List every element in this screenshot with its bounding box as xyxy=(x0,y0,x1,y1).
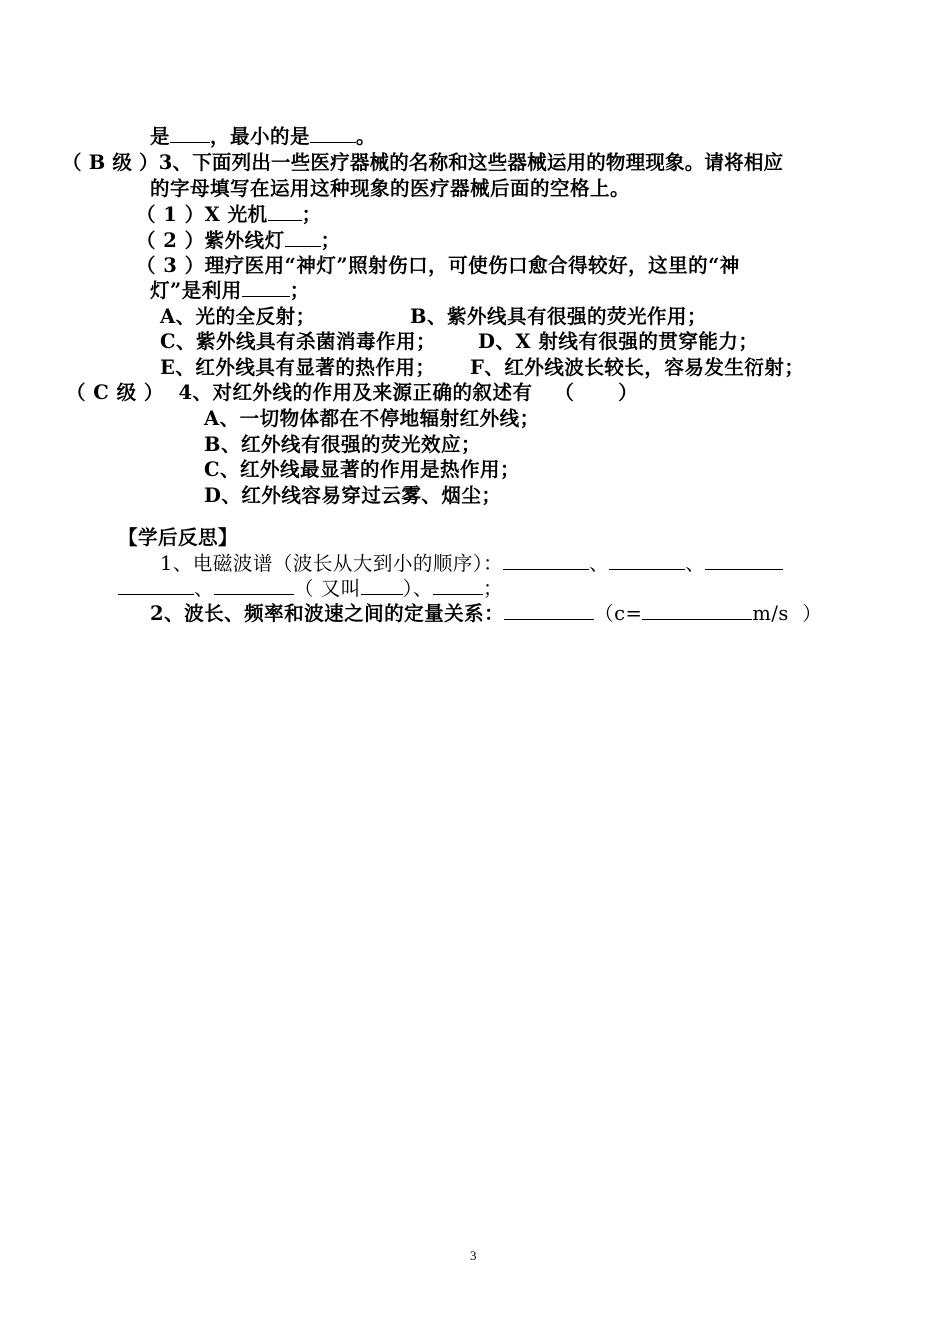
option-text: B、紫外线具有很强的荧光作用； xyxy=(410,305,707,328)
level-tag: （ C 级 ） xyxy=(66,381,164,404)
answer-paren[interactable]: （ ） xyxy=(554,381,639,404)
option-text: D、X 射线有很强的贯穿能力； xyxy=(478,330,759,353)
blank[interactable] xyxy=(361,576,403,595)
item-label: 灯”是利用 xyxy=(150,279,242,302)
item-text: （ 又叫 xyxy=(294,577,361,600)
blank[interactable] xyxy=(504,601,594,620)
option-text: E、红外线具有显著的热作用； xyxy=(160,356,436,379)
question-4-option-b xyxy=(204,432,481,458)
option-text: A、一切物体都在不停地辐射红外线； xyxy=(204,407,540,430)
text: 。 xyxy=(356,125,377,148)
question-4-option-a xyxy=(204,406,540,432)
option-c xyxy=(160,329,436,355)
reflection-item-1-cont xyxy=(118,576,503,602)
option-text: D、红外线容易穿过云雾、烟尘； xyxy=(204,484,502,507)
punct: 、 xyxy=(194,577,215,600)
blank[interactable] xyxy=(705,551,783,570)
unit-text: m/s ） xyxy=(752,602,823,625)
blank[interactable] xyxy=(170,124,210,143)
question-text: 的字母填写在运用这种现象的医疗器械后面的空格上。 xyxy=(150,177,631,200)
option-d xyxy=(478,329,758,355)
blank[interactable] xyxy=(118,576,194,595)
punct: ； xyxy=(320,229,341,252)
item-text: 1、电磁波谱（波长从大到小的顺序）： xyxy=(160,552,504,575)
option-a xyxy=(160,304,316,330)
question-3 xyxy=(62,150,783,176)
option-text: C、紫外线具有杀菌消毒作用； xyxy=(160,330,437,353)
punct: ； xyxy=(289,279,310,302)
item-label: （ 2 ）紫外线灯 xyxy=(136,229,285,252)
blank[interactable] xyxy=(609,551,685,570)
question-3-cont xyxy=(150,176,630,202)
punct: ； xyxy=(301,203,322,226)
punct: ； xyxy=(482,577,503,600)
blank[interactable] xyxy=(642,601,752,620)
question-text: 3、下面列出一些医疗器械的名称和这些器械运用的物理现象。请将相应 xyxy=(158,151,784,174)
item-text: （c= xyxy=(594,602,643,625)
line-1 xyxy=(150,124,376,150)
blank[interactable] xyxy=(242,278,290,297)
heading-text: 【学后反思】 xyxy=(118,526,239,549)
option-text: F、红外线波长较长，容易发生衍射； xyxy=(470,356,805,379)
question-4-option-d xyxy=(204,483,501,509)
question-4 xyxy=(66,380,638,406)
option-b xyxy=(410,304,707,330)
blank[interactable] xyxy=(433,576,483,595)
option-e xyxy=(160,355,435,381)
option-text: A、光的全反射； xyxy=(160,305,316,328)
punct: 、 xyxy=(685,552,706,575)
question-3-item-3-cont xyxy=(150,278,310,304)
option-text: C、红外线最显著的作用是热作用； xyxy=(204,458,521,481)
question-3-item-2 xyxy=(136,228,341,254)
item-text: ）、 xyxy=(402,577,433,600)
page-number: 3 xyxy=(470,1248,477,1263)
blank[interactable] xyxy=(503,551,589,570)
item-text: 2、波长、频率和波速之间的定量关系： xyxy=(150,602,505,625)
text: ，最小的是 xyxy=(210,125,311,148)
item-label: （ 1 ）X 光机 xyxy=(136,203,268,226)
reflection-item-1 xyxy=(160,551,783,577)
text: 是 xyxy=(150,125,171,148)
blank[interactable] xyxy=(268,202,302,221)
item-label: （ 3 ）理疗医用“神灯”照射伤口，可使伤口愈合得较好，这里的“神 xyxy=(136,254,740,277)
question-3-item-3 xyxy=(136,253,740,279)
question-4-option-c xyxy=(204,457,520,483)
blank[interactable] xyxy=(285,228,321,247)
option-text: B、红外线有很强的荧光效应； xyxy=(204,433,481,456)
question-3-item-1 xyxy=(136,202,322,228)
reflection-item-2 xyxy=(150,601,822,627)
blank[interactable] xyxy=(310,124,356,143)
blank[interactable] xyxy=(214,576,294,595)
question-text: 4、对红外线的作用及来源正确的叙述有 xyxy=(178,381,533,404)
reflection-heading xyxy=(118,525,238,551)
punct: 、 xyxy=(589,552,610,575)
level-tag: （ B 级 ） xyxy=(62,151,159,174)
option-f xyxy=(470,355,804,381)
